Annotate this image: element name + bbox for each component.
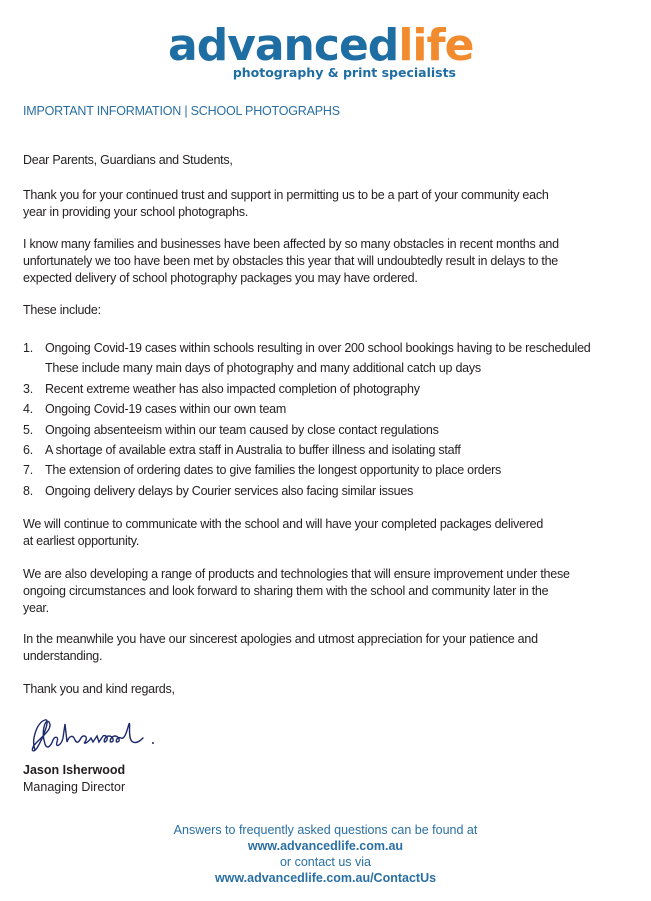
paragraph-5 <box>23 631 538 665</box>
paragraph-2-line-3: expected delivery of school photography packages you may have ordered. <box>23 271 418 285</box>
paragraph-5-line-1: In the meanwhile you have our sincerest apologies and utmost appreciation for your patience and <box>23 632 538 646</box>
list-item: 6. A shortage of available extra staff in Australia to buffer illness and isolating staff <box>23 442 461 457</box>
footer-faq-text: Answers to frequently asked questions can be found at <box>173 823 478 837</box>
paragraph-3-line-2: at earliest opportunity. <box>23 534 140 548</box>
list-item: 3. Recent extreme weather has also impacted completion of photography <box>23 381 420 396</box>
list-item: 7. The extension of ordering dates to give families the longest opportunity to place orders <box>23 463 502 478</box>
paragraph-4-line-1: We are also developing a range of products and technologies that will ensure improvement under these <box>23 567 570 581</box>
logo-part-advanced: advanced <box>168 20 399 71</box>
paragraph-5-line-2: understanding. <box>23 649 103 663</box>
logo-part-life: life <box>398 20 474 71</box>
paragraph-4-line-3: year. <box>23 601 49 615</box>
signature-image <box>23 710 163 758</box>
paragraph-1-line-2: year in providing your school photographs. <box>23 205 249 219</box>
list-item-continuation: These include many main days of photography and many additional catch up days <box>45 361 481 376</box>
website-link[interactable]: www.advancedlife.com.au <box>247 839 404 853</box>
paragraph-2 <box>23 236 559 287</box>
signatory-title: Managing Director <box>23 780 126 794</box>
company-logo <box>160 20 480 80</box>
list-item: 4. Ongoing Covid-19 cases within our own team <box>23 402 287 417</box>
paragraph-2-line-1: I know many families and businesses have been affected by so many obstacles in recent months and <box>23 237 559 251</box>
issues-list <box>23 338 643 501</box>
paragraph-1-line-1: Thank you for your continued trust and support in permitting us to be a part of your community each <box>23 188 549 202</box>
signatory-name: Jason Isherwood <box>23 763 126 777</box>
contact-us-link[interactable]: www.advancedlife.com.au/ContactUs <box>214 871 437 885</box>
paragraph-4-line-2: ongoing circumstances and look forward to sharing them with the school and community later in the <box>23 584 549 598</box>
salutation: Dear Parents, Guardians and Students, <box>23 153 233 167</box>
paragraph-3-line-1: We will continue to communicate with the school and will have your completed packages delivered <box>23 517 544 531</box>
paragraph-1 <box>23 187 549 221</box>
paragraph-3 <box>23 516 543 550</box>
list-item: 5. Ongoing absenteeism within our team caused by close contact regulations <box>23 422 439 437</box>
list-item: 8. Ongoing delivery delays by Courier services also facing similar issues <box>23 483 414 498</box>
list-item: 1. Ongoing Covid-19 cases within schools resulting in over 200 school bookings having to be rescheduled <box>23 341 591 355</box>
paragraph-4 <box>23 566 570 617</box>
logo-tagline: photography & print specialists <box>232 65 456 80</box>
footer-contact <box>0 822 651 886</box>
paragraph-2-line-2: unfortunately we too have been met by obstacles this year that will undoubtedly result in delays to the <box>23 254 558 268</box>
document-heading: IMPORTANT INFORMATION | SCHOOL PHOTOGRAPHS <box>23 104 340 118</box>
list-intro: These include: <box>23 303 101 317</box>
footer-contact-text: or contact us via <box>279 855 371 869</box>
logo-wordmark <box>160 20 480 71</box>
closing: Thank you and kind regards, <box>23 682 175 696</box>
